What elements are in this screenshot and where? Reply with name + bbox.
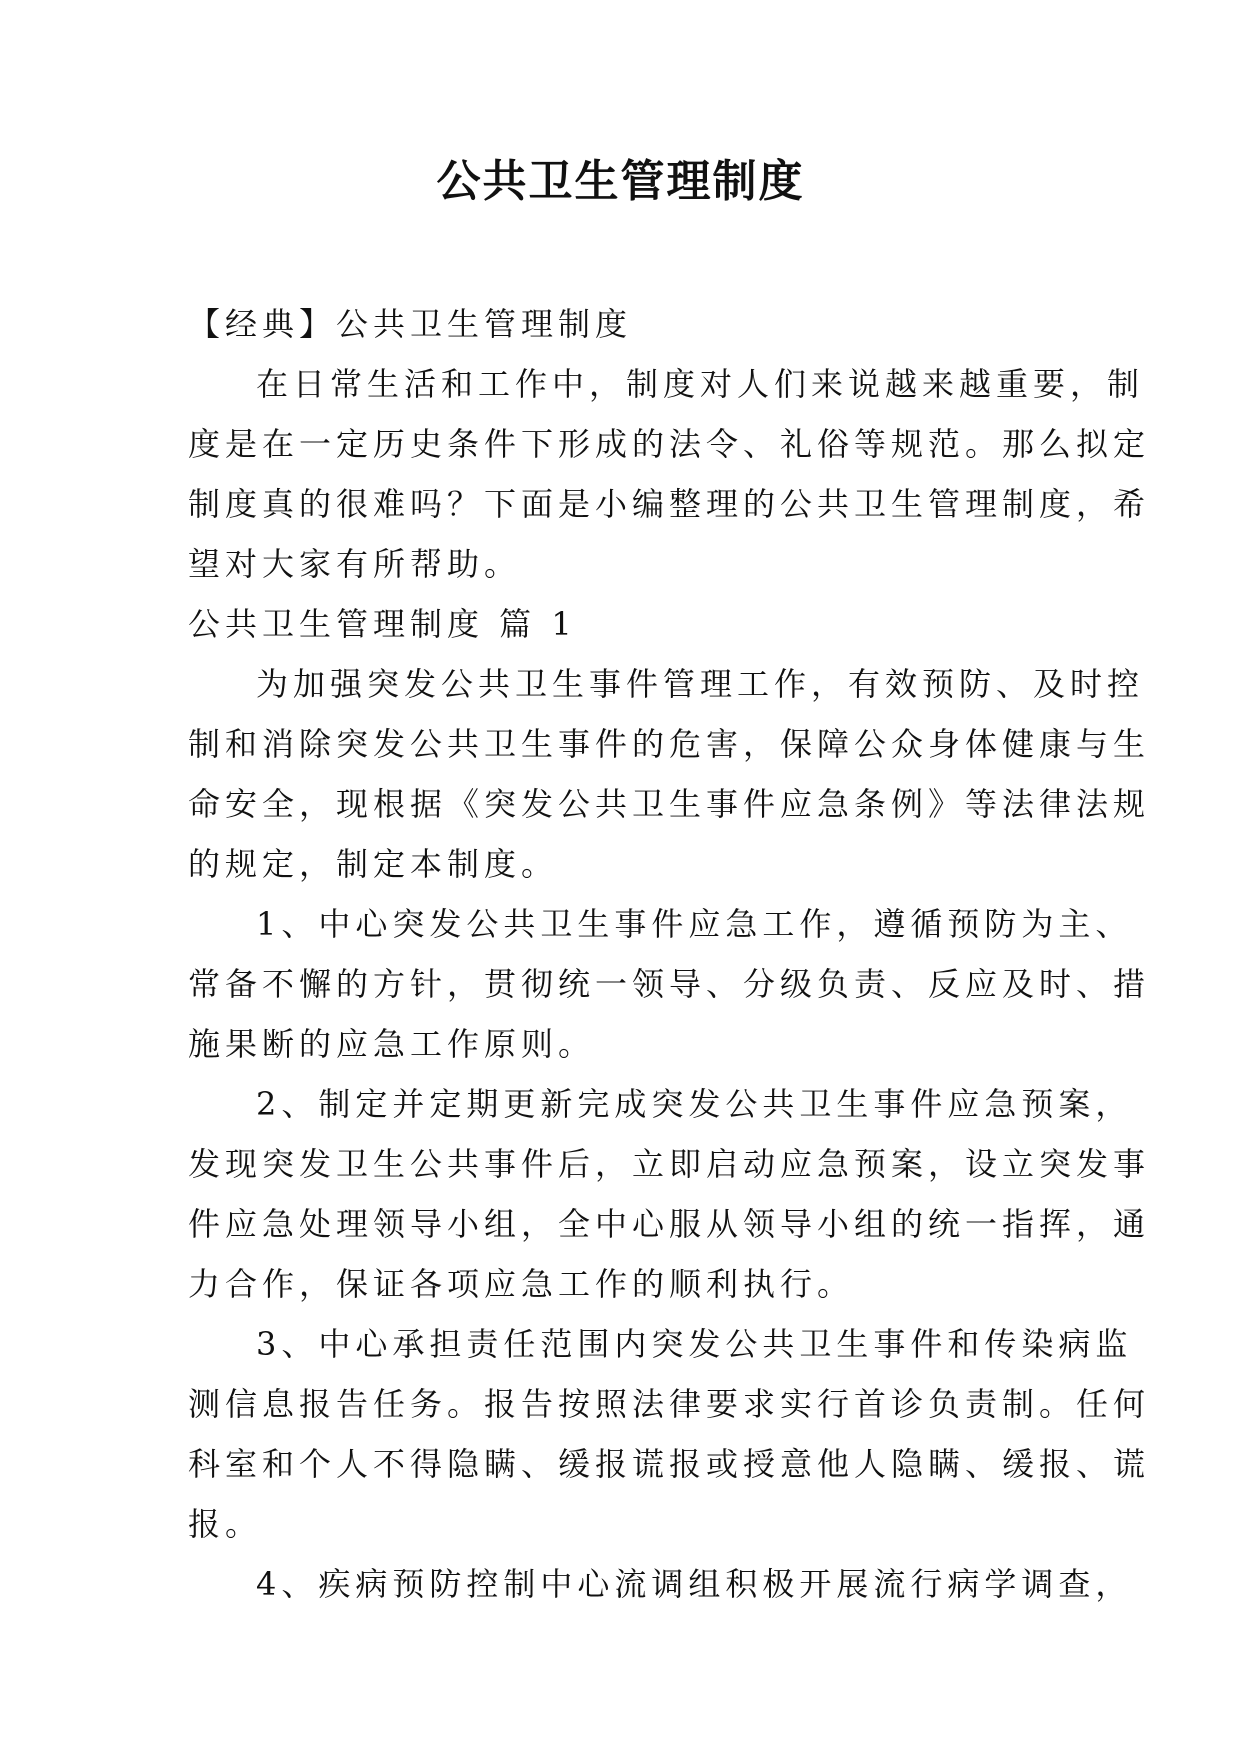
text-line: 1、中心突发公共卫生事件应急工作，遵循预防为主、: [256, 905, 1133, 943]
text-line: 为加强突发公共卫生事件管理工作，有效预防、及时控: [256, 665, 1145, 703]
text-line: 4、疾病预防控制中心流调组积极开展流行病学调查，: [256, 1565, 1133, 1603]
text-line: 施果断的应急工作原则。: [188, 1025, 596, 1063]
text-line: 【经典】公共卫生管理制度: [188, 305, 633, 343]
text-line: 常备不懈的方针，贯彻统一领导、分级负责、反应及时、措: [188, 965, 1151, 1003]
text-line: 望对大家有所帮助。: [188, 545, 522, 583]
text-line: 科室和个人不得隐瞒、缓报谎报或授意他人隐瞒、缓报、谎: [188, 1445, 1151, 1483]
text-line: 报。: [188, 1505, 263, 1543]
text-line: 3、中心承担责任范围内突发公共卫生事件和传染病监: [256, 1325, 1133, 1363]
text-line: 测信息报告任务。报告按照法律要求实行首诊负责制。任何: [188, 1385, 1151, 1423]
text-line: 发现突发卫生公共事件后，立即启动应急预案，设立突发事: [188, 1145, 1151, 1183]
section-heading: 公共卫生管理制度 篇 1: [188, 605, 577, 643]
text-line: 度是在一定历史条件下形成的法令、礼俗等规范。那么拟定: [188, 425, 1151, 463]
text-line: 件应急处理领导小组，全中心服从领导小组的统一指挥，通: [188, 1205, 1151, 1243]
text-line: 2、制定并定期更新完成突发公共卫生事件应急预案，: [256, 1085, 1133, 1123]
document-title: 公共卫生管理制度: [436, 156, 805, 207]
text-line: 制度真的很难吗？下面是小编整理的公共卫生管理制度，希: [188, 485, 1151, 523]
text-line: 的规定，制定本制度。: [188, 845, 559, 883]
document-body: [188, 294, 1151, 1614]
text-line: 命安全，现根据《突发公共卫生事件应急条例》等法律法规: [188, 785, 1151, 823]
text-line: 力合作，保证各项应急工作的顺利执行。: [188, 1265, 855, 1303]
text-line: 制和消除突发公共卫生事件的危害，保障公众身体健康与生: [188, 725, 1151, 763]
text-line: 在日常生活和工作中，制度对人们来说越来越重要，制: [256, 365, 1145, 403]
